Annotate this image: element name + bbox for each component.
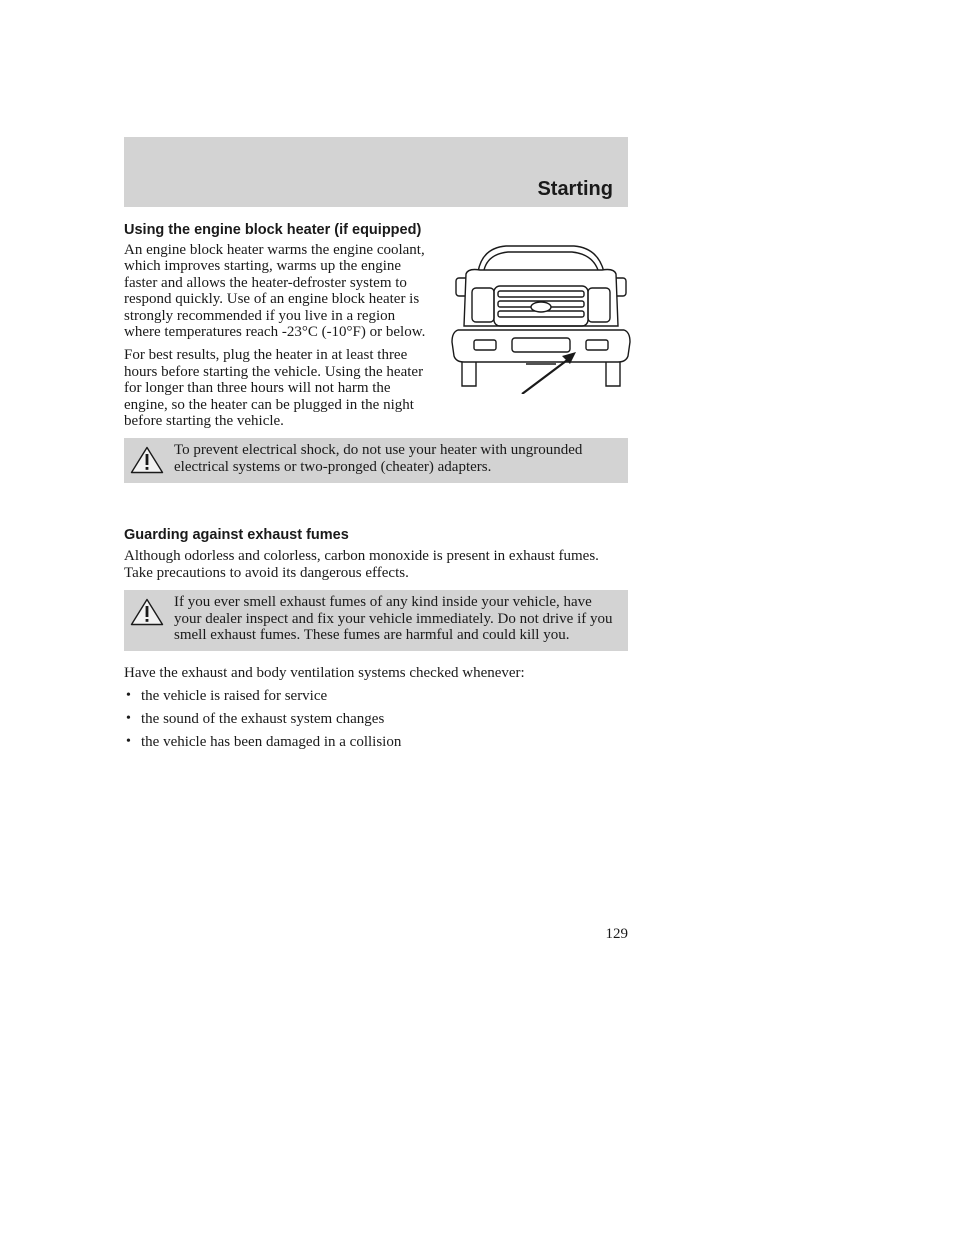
list-item: • the vehicle has been damaged in a collision <box>124 734 628 750</box>
warning-text-electrical-shock: To prevent electrical shock, do not use your heater with ungrounded electrical systems or two-pronged (cheater) adapters. <box>174 442 583 475</box>
warning-box-electrical-shock <box>124 438 628 483</box>
bullet-list-check-conditions <box>124 688 628 750</box>
heading-engine-block-heater: Using the engine block heater (if equipped) <box>124 222 422 238</box>
warning-triangle-icon <box>130 598 164 626</box>
paragraph-heater-intro: An engine block heater warms the engine coolant, which improves starting, warms up the engine faster and allows the heater-defroster system to respond quickly. Use of an engine block heater is strongly recommended if you live in a region where temperatures reach -23°C (-10°F) or below. <box>124 242 426 341</box>
list-item: • the sound of the exhaust system changes <box>124 711 628 727</box>
paragraph-carbon-monoxide: Although odorless and colorless, carbon monoxide is present in exhaust fumes. Take precautions to avoid its dangerous effects. <box>124 548 599 581</box>
warning-triangle-icon <box>130 446 164 474</box>
paragraph-ventilation-check: Have the exhaust and body ventilation systems checked whenever: <box>124 665 525 682</box>
page-content <box>124 220 628 756</box>
page-number: 129 <box>605 926 628 942</box>
section-title: Starting <box>537 178 613 200</box>
warning-text-exhaust-fumes: If you ever smell exhaust fumes of any kind inside your vehicle, have your dealer inspect and fix your vehicle immediately. Do not drive if you smell exhaust fumes. These fumes are harmful and could kill you. <box>174 594 613 643</box>
warning-box-exhaust-fumes <box>124 590 628 651</box>
list-item: • the vehicle is raised for service <box>124 688 628 704</box>
paragraph-heater-best-results: For best results, plug the heater in at least three hours before starting the vehicle. Using the heater for longer than three hours will not harm the engine, so the heater can be plugged in the night before starting the vehicle. <box>124 347 424 430</box>
section-header-band <box>124 137 628 207</box>
truck-front-illustration <box>446 244 636 394</box>
heading-exhaust-fumes: Guarding against exhaust fumes <box>124 527 349 544</box>
